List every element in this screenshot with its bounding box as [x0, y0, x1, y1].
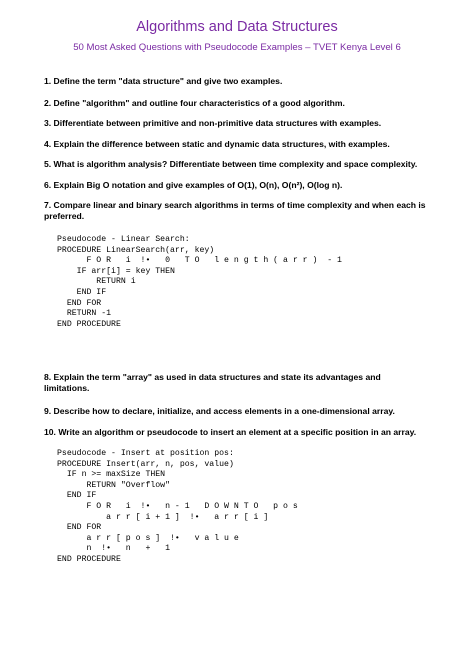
question-2: 2. Define "algorithm" and outline four characteristics of a good algorithm.: [44, 98, 345, 108]
page-title: Algorithms and Data Structures: [136, 19, 338, 35]
code-line: IF arr[i] = key THEN: [57, 266, 175, 276]
question-4: 4. Explain the difference between static and dynamic data structures, with examples.: [44, 139, 390, 149]
question-6: 6. Explain Big O notation and give examples of O(1), O(n), O(n²), O(log n).: [44, 180, 343, 190]
insert-pseudocode: [57, 449, 298, 566]
question-10: 10. Write an algorithm or pseudocode to insert an element at a specific position in an array.: [44, 427, 417, 437]
code-line: Pseudocode - Linear Search:: [57, 235, 190, 244]
code-line: RETURN i: [57, 277, 136, 287]
code-line: RETURN -1: [57, 309, 112, 319]
code-line: END IF: [57, 287, 107, 297]
code-line: END FOR: [57, 298, 102, 308]
question-3: 3. Differentiate between primitive and non-primitive data structures with examples.: [44, 118, 382, 128]
code-line: IF n >= maxSize THEN: [57, 470, 166, 480]
code-line: F O R i !• 0 T O l e n g t h ( a r r ) - 1: [57, 256, 342, 266]
code-line: n !• n + 1: [57, 544, 171, 554]
code-line: a r r [ p o s ] !• v a l u e: [57, 533, 239, 543]
question-9: 9. Describe how to declare, initialize, and access elements in a one-dimensional array.: [44, 406, 395, 416]
code-line: PROCEDURE LinearSearch(arr, key): [57, 245, 215, 255]
code-line: F O R i !• n - 1 D O W N T O p o s: [57, 501, 298, 511]
code-line: RETURN "Overflow": [57, 480, 171, 490]
question-1: 1. Define the term "data structure" and give two examples.: [44, 76, 283, 86]
code-line: END FOR: [57, 523, 102, 533]
code-line: Pseudocode - Insert at position pos:: [57, 449, 234, 458]
question-8: 8. Explain the term "array" as used in data structures and state its advantages and limitations.: [44, 372, 381, 393]
code-line: PROCEDURE Insert(arr, n, pos, value): [57, 459, 234, 469]
code-line: a r r [ i + 1 ] !• a r r [ i ]: [57, 512, 269, 522]
code-line: END PROCEDURE: [57, 319, 121, 329]
page-subtitle: 50 Most Asked Questions with Pseudocode Examples – TVET Kenya Level 6: [73, 42, 401, 53]
code-line: END IF: [57, 491, 97, 501]
code-line: END PROCEDURE: [57, 554, 121, 564]
question-7: 7. Compare linear and binary search algorithms in terms of time complexity and when each is preferred.: [44, 200, 426, 221]
question-5: 5. What is algorithm analysis? Differentiate between time complexity and space complexity.: [44, 159, 418, 169]
linear-search-pseudocode: [57, 235, 342, 330]
